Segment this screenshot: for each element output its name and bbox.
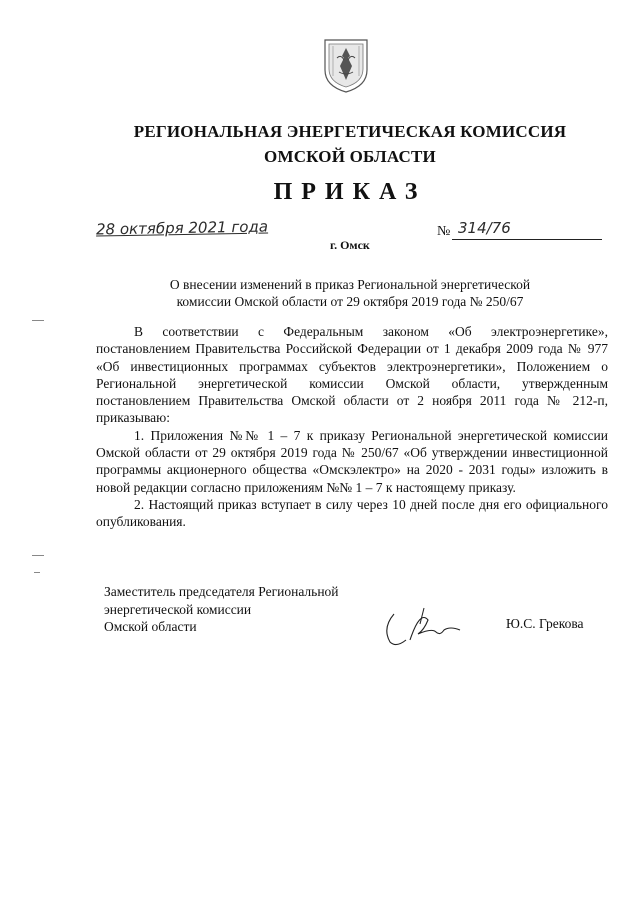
coat-of-arms-icon bbox=[321, 36, 371, 94]
body-paragraph-preamble: В соответствии с Федеральным законом «Об электроэнергетике», постановлением Правительства Российской Федерации от 1 декабря 2009 года № 977 «Об инвестиционных программах субъектов электроэнергетики», Положением о Региональной энергетической комиссии Омской области, утвержденным постановлением Правительства Омской области от 2 ноября 2011 года № 212-п, приказываю: bbox=[96, 324, 608, 426]
handwritten-number: 314/76 bbox=[458, 219, 511, 237]
organization-name-line1: РЕГИОНАЛЬНАЯ ЭНЕРГЕТИЧЕСКАЯ КОМИССИЯ bbox=[133, 122, 567, 141]
margin-mark bbox=[32, 555, 44, 556]
body-paragraph-item2: 2. Настоящий приказ вступает в силу через 10 дней после дня его официального опубликования. bbox=[96, 496, 608, 530]
signatory-title bbox=[104, 583, 404, 636]
number-prefix: № bbox=[437, 224, 451, 239]
number-underline bbox=[452, 239, 602, 240]
city-label: г. Омск bbox=[330, 238, 370, 252]
signatory-title-line1: Заместитель председателя Региональной bbox=[104, 584, 339, 599]
organization-name-line2: ОМСКОЙ ОБЛАСТИ bbox=[264, 147, 436, 166]
subject-line2: комиссии Омской области от 29 октября 2019 года № 250/67 bbox=[176, 294, 524, 309]
signatory-title-line2: энергетической комиссии bbox=[104, 601, 252, 617]
handwritten-signature bbox=[380, 600, 470, 650]
signatory-name: Ю.С. Грекова bbox=[506, 616, 584, 631]
body-paragraph-item1: 1. Приложения №№ 1 – 7 к приказу Региональной энергетической комиссии Омской области от 29 октября 2019 года № 250/67 «Об утверждении инвестиционной программы акционерного общества «Омскэлектро» на 2020 - 2031 годы» изложить в новой редакции согласно приложениям №№ 1 – 7 к настоящему приказу. bbox=[96, 427, 608, 495]
document-type-title: ПРИКАЗ bbox=[273, 179, 427, 205]
order-body bbox=[96, 323, 608, 531]
margin-mark bbox=[34, 572, 40, 573]
subject-line1: О внесении изменений в приказ Региональной энергетической bbox=[169, 277, 531, 292]
margin-mark bbox=[32, 320, 44, 321]
handwritten-date: 28 октября 2021 года bbox=[95, 217, 269, 239]
order-subject bbox=[120, 276, 580, 310]
signatory-title-line3: Омской области bbox=[104, 619, 197, 634]
